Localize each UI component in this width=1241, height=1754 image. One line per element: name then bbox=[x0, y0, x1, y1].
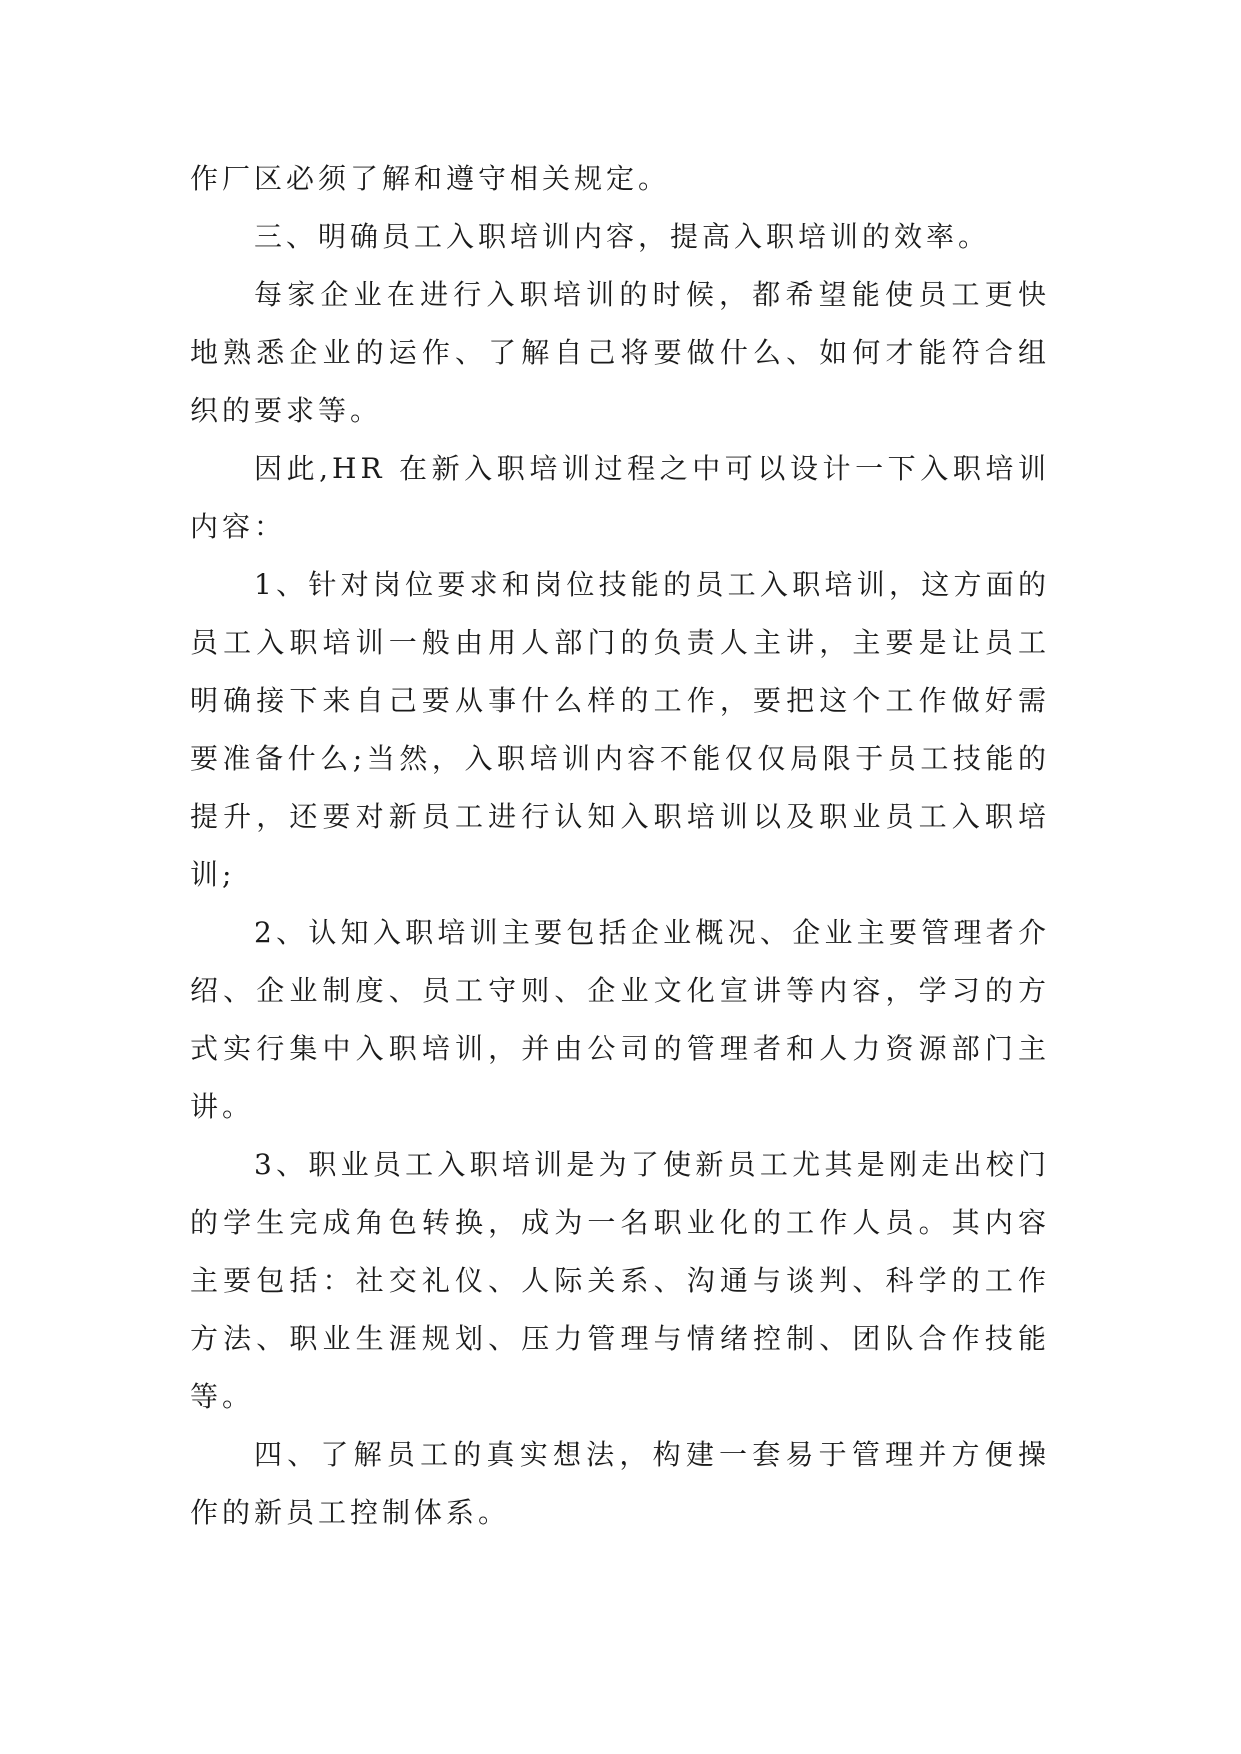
paragraph-continuation: 作厂区必须了解和遵守相关规定。 bbox=[190, 162, 671, 195]
section-heading-4: 四、了解员工的真实想法，构建一套易于管理并方便操作的新员工控制体系。 bbox=[190, 1438, 1050, 1529]
list-item-2: 2、认知入职培训主要包括企业概况、企业主要管理者介绍、企业制度、员工守则、企业文化宣讲等内容，学习的方式实行集中入职培训，并由公司的管理者和人力资源部门主讲。 bbox=[190, 916, 1050, 1123]
paragraph: 每家企业在进行入职培训的时候，都希望能使员工更快地熟悉企业的运作、了解自己将要做什么、如何才能符合组织的要求等。 bbox=[190, 278, 1050, 427]
section-heading-3: 三、明确员工入职培训内容，提高入职培训的效率。 bbox=[254, 220, 991, 253]
list-item-1: 1、针对岗位要求和岗位技能的员工入职培训，这方面的员工入职培训一般由用人部门的负责人主讲，主要是让员工明确接下来自己要从事什么样的工作，要把这个工作做好需要准备什么;当然，入职培训内容不能仅仅局限于员工技能的提升，还要对新员工进行认知入职培训以及职业员工入职培训; bbox=[190, 568, 1050, 891]
paragraph: 因此,HR 在新入职培训过程之中可以设计一下入职培训内容： bbox=[190, 452, 1050, 543]
list-item-3: 3、职业员工入职培训是为了使新员工尤其是刚走出校门的学生完成角色转换，成为一名职业化的工作人员。其内容主要包括：社交礼仪、人际关系、沟通与谈判、科学的工作方法、职业生涯规划、压力管理与情绪控制、团队合作技能等。 bbox=[190, 1148, 1050, 1413]
document-body bbox=[190, 150, 1050, 1542]
